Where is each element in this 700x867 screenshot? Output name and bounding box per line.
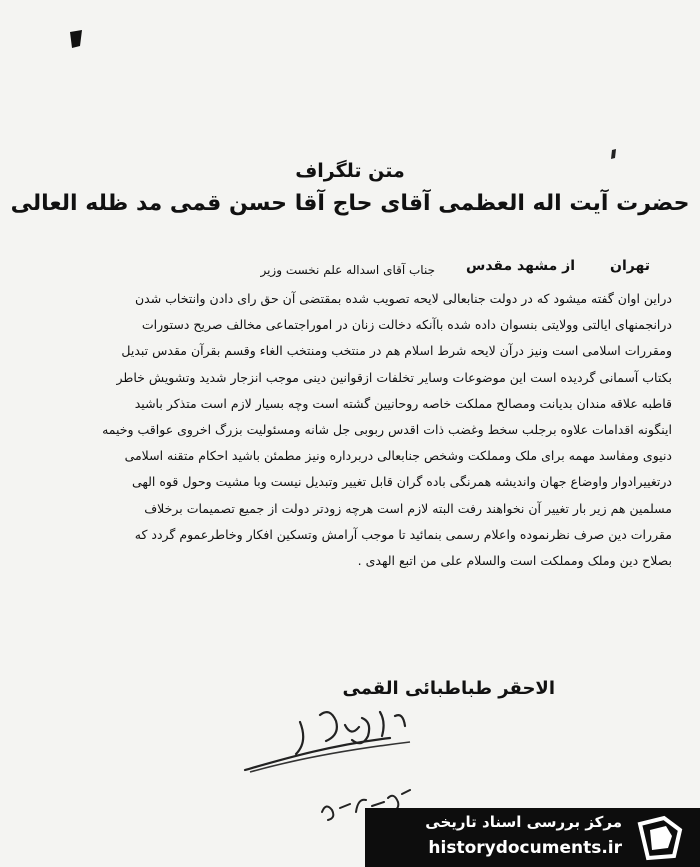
body-line: دراین اوان گفته میشود که در دولت جنابعالی لایحه تصویب شده بمقتضی آن حق رای دادن وانتخاب شدن [134, 291, 672, 306]
body-line: درانجمنهای ایالتی وولایتی بنسوان داده شده باآنکه دخالت زنان در اموراجتماعی مخالف صریح دستورات [141, 317, 672, 333]
body-line: دنیوی ومفاسد مهمه برای ملک ومملکت وشخص جنابعالی دربرداره ونیز مطمئن باشید احکام متقنه اسلامی [124, 448, 672, 464]
body-line: اینگونه اقدامات علاوه برجلب سخط وغضب ذات اقدس ربوبی جل شانه ومسئولیت بزرگ اخروی عواقب وخیمه [102, 422, 672, 438]
body-line: قاطبه علاقه مندان بدیانت ومصالح مملکت خاصه روحانیین گشته است وچه بسیار لازم است متذکر باشید [134, 395, 672, 411]
body-line: بکتاب آسمانی گردیده است این موضوعات وسایر تخلفات ازقوانین دینی موجب انزجار شدید وتشویش خاطر [116, 369, 672, 385]
archive-logo-icon [634, 814, 686, 866]
sender-name: الاحقر طباطبائی القمی [342, 678, 555, 699]
origin-label: از مشهد مقدس [466, 258, 575, 274]
archive-website: historydocuments.ir [428, 838, 622, 858]
archive-footer [365, 808, 700, 867]
addressee-line: جناب آقای اسداله علم نخست وزیر [260, 263, 435, 277]
destination-label: تهران [610, 258, 650, 274]
document-subtitle: حضرت آیت اله العظمی آقای حاج آقا حسن قمی مد ظله العالی [10, 191, 690, 216]
body-line: بصلاح دین وملک ومملکت است والسلام علی من اتبع الهدی . [357, 553, 672, 569]
body-line: ومقررات اسلامی است ونیز درآن لایحه شرط اسلام هم در منتخب ومنتخب الغاء وقسم بقرآن مقدس تبدیل [121, 343, 672, 359]
body-line: مسلمین هم زیر بار تغییر آن نخواهند رفت البته لازم است هرچه زودتر دولت از جمیع تصمیمات برخلاف [144, 500, 672, 516]
body-line: مقررات دین صرف نظرنموده واعلام رسمی بنمائید تا موجب آرامش وتسکین افکار وخاطرعموم گردد که [134, 526, 672, 542]
document-title: متن تلگراف [295, 160, 405, 182]
archive-organization: مرکز بررسی اسناد تاریخی [425, 813, 622, 831]
body-line: درتغییرادوار واوضاع جهان واندیشه همرنگی باده گران قابل تغییر وتبدیل نیست وبا مشیت وحول قوه الهی [131, 474, 672, 490]
